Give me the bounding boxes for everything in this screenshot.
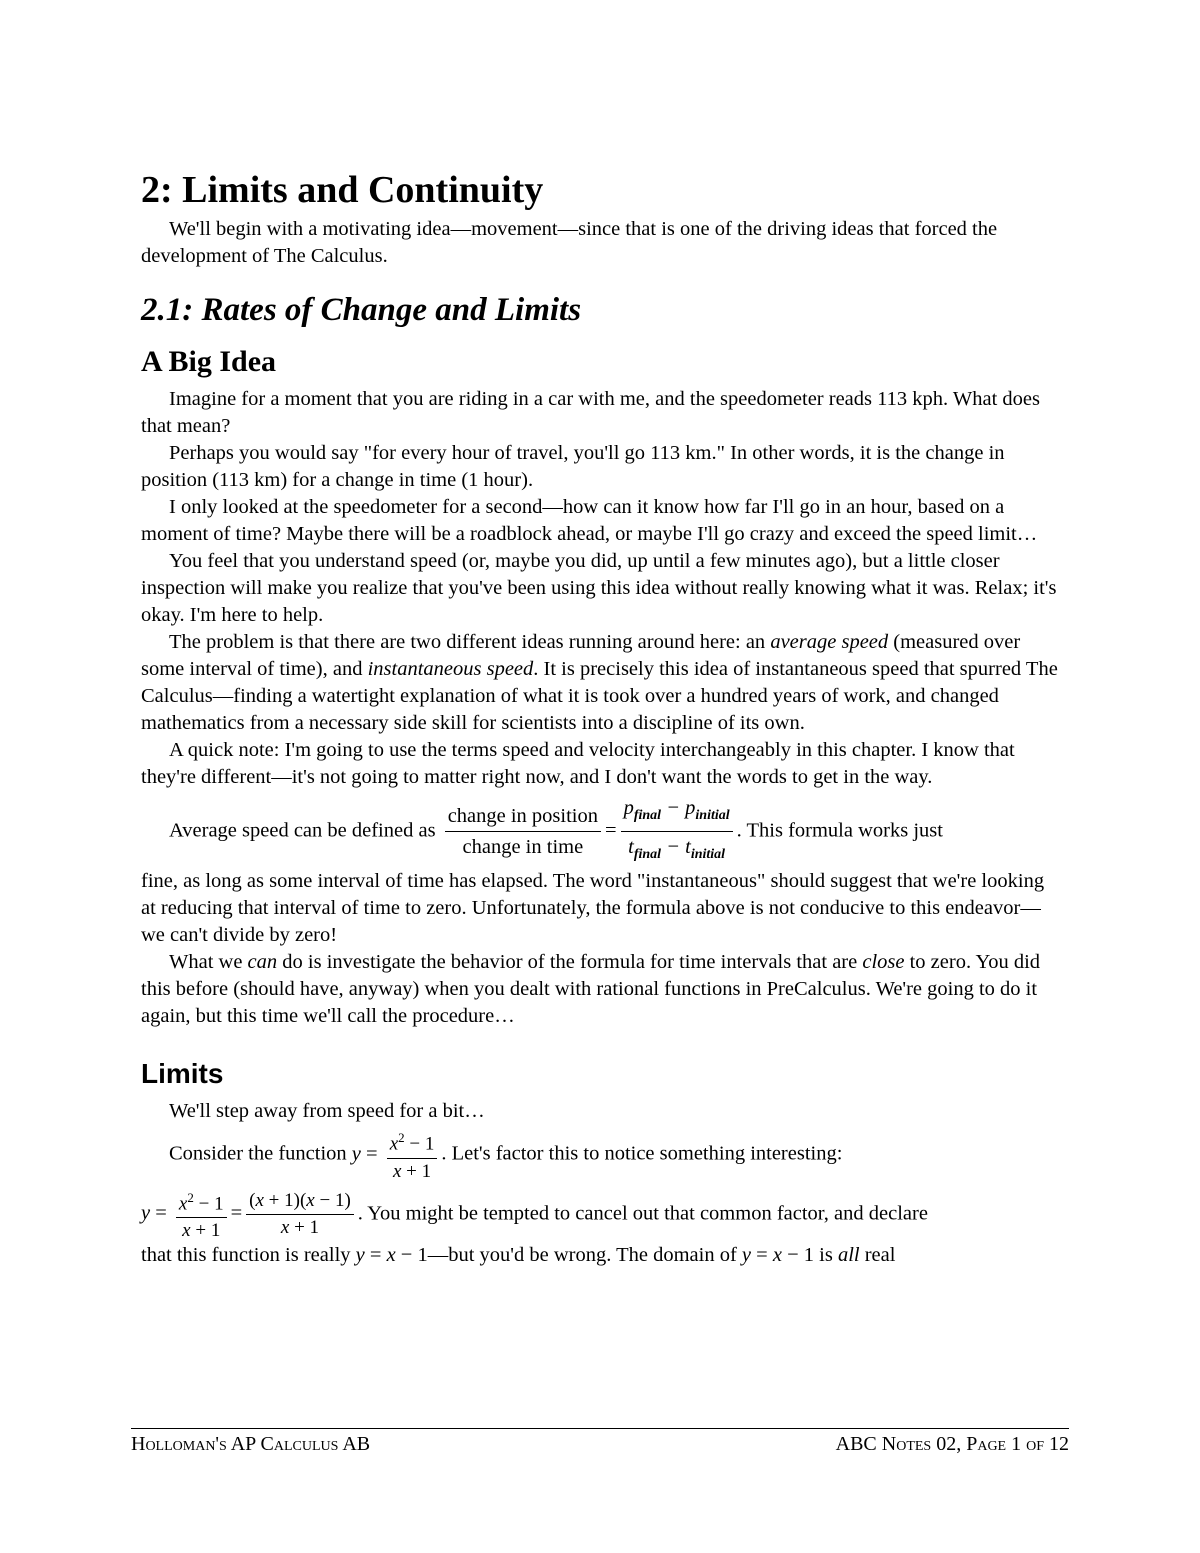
text-run: is (819, 1243, 833, 1266)
fraction-denominator: change in time (462, 836, 584, 859)
text-run: . It is precisely this idea of instantaneous speed that spurred The Calculus—finding a watertight explanation of what it is took over a hundred years of work, and changed mathematics from a necessary side skill for scientists into a discipline of its own. (141, 658, 1058, 734)
big-idea-paragraph-8 (141, 949, 1061, 1030)
linear-equation: y = x − 1 (355, 1243, 428, 1266)
footer-page-number: ABC Notes 02, Page 1 of 12 (835, 1433, 1069, 1455)
text-run: to zero. You did this before (should have, anyway) when you dealt with rational functions in PreCalculus. We're going to do it again, but this time we'll call the procedure… (141, 951, 1041, 1028)
rational-fraction (387, 1127, 438, 1182)
text-run: Consider the function (169, 1142, 347, 1165)
text-run: do is investigate the behavior of the formula for time intervals that are (277, 951, 863, 974)
limits-paragraph-2 (141, 1127, 1061, 1182)
limits-paragraph-3-continued (141, 1242, 1061, 1269)
page-content (141, 150, 1061, 1269)
big-idea-paragraph-5 (141, 629, 1061, 737)
text-run: —but you'd be wrong. The domain of (427, 1243, 737, 1266)
factored-equation: y = $\frac{x^2 - 1}{x + 1}$ = $\frac{(x + 1)(x - 1)}{x + 1}$ (141, 1202, 358, 1224)
intro-paragraph: We'll begin with a motivating idea—movement—since that is one of the driving ideas that forced the development of The Calculus. (141, 218, 998, 267)
footer-course-title: Holloman's AP Calculus AB (131, 1433, 371, 1455)
fraction-numerator: $p_{final} - p_{initial}$ (621, 795, 733, 832)
speed-word-fraction (445, 803, 601, 860)
emphasis-all: all (837, 1243, 860, 1266)
speed-symbol-fraction (621, 795, 733, 868)
limits-paragraph-1: We'll step away from speed for a bit… (169, 1100, 485, 1123)
text-run: The problem is that there are two different ideas running around here: an (169, 631, 771, 653)
text-run: . This formula works just (736, 819, 943, 842)
average-speed-paragraph-continued: fine, as long as some interval of time has elapsed. The word "instantaneous" should suggest that we're looking at reducing that interval of time to zero. Unfortunately, the formula above is not conducive to this endeavor—we can't divide by zero! (141, 870, 1045, 947)
text-run: that this function is really (141, 1243, 351, 1266)
chapter-title: 2: Limits and Continuity (141, 169, 544, 211)
fraction-numerator: change in position (445, 803, 601, 832)
text-run: Average speed can be defined as (169, 819, 436, 842)
fraction-numerator: $x^2 - 1$ (387, 1127, 438, 1158)
page-footer (131, 1428, 1069, 1456)
limits-heading: Limits (141, 1058, 224, 1090)
text-run: What we (169, 951, 248, 974)
emphasis-close: close (862, 951, 905, 974)
emphasis-average-speed: average speed (770, 631, 889, 653)
big-idea-paragraph-3: I only looked at the speedometer for a second—how can it know how far I'll go in an hour, based on a moment of time? Maybe there will be a roadblock ahead, or maybe I'll go crazy and exceed the speed limit… (141, 496, 1038, 545)
emphasis-can: can (247, 951, 278, 974)
emphasis-instantaneous-speed: instantaneous speed (367, 658, 534, 680)
big-idea-paragraph-4: You feel that you understand speed (or, maybe you did, up until a few minutes ago), but a little closer inspection will make you realize that you've been using this idea without really knowing what it was. Relax; it's okay. I'm here to help. (141, 550, 1057, 626)
fraction-denominator: x + 1 (182, 1219, 221, 1241)
rational-fraction (176, 1187, 227, 1242)
text-run: . You might be tempted to cancel out that common factor, and declare (357, 1201, 928, 1224)
text-run: (measured over some interval of time), and (141, 631, 1021, 680)
fraction-numerator: (x + 1)(x − 1) (246, 1190, 354, 1215)
text-run: real (864, 1243, 896, 1266)
fraction-denominator: x + 1 (280, 1216, 320, 1238)
big-idea-paragraph-1: Imagine for a moment that you are riding in a car with me, and the speedometer reads 113 kph. What does that mean? (141, 388, 1040, 437)
fraction-denominator: x + 1 (392, 1160, 432, 1182)
big-idea-paragraph-2: Perhaps you would say "for every hour of travel, you'll go 113 km." In other words, it is the change in position (113 km) for a change in time (1 hour). (141, 442, 1005, 491)
linear-equation: y = x − 1 (741, 1243, 815, 1266)
equals-sign: = (605, 819, 617, 842)
function-equation: y = $\frac{x^2 - 1}{x + 1}$ (352, 1143, 442, 1165)
average-speed-paragraph (141, 795, 1061, 868)
limits-paragraph-3 (141, 1187, 1061, 1242)
section-title: 2.1: Rates of Change and Limits (141, 292, 582, 328)
fraction-numerator: $x^2 - 1$ (176, 1187, 227, 1218)
big-idea-paragraph-6: A quick note: I'm going to use the terms speed and velocity interchangeably in this chapter. I know that they're different—it's not going to matter right now, and I don't want the words to get in the way. (141, 739, 1015, 788)
fraction-denominator: $t_{final} - t_{initial}$ (628, 836, 726, 863)
factored-fraction (246, 1190, 354, 1239)
text-run: . Let's factor this to notice something interesting: (441, 1142, 843, 1165)
big-idea-heading: A Big Idea (141, 345, 277, 378)
